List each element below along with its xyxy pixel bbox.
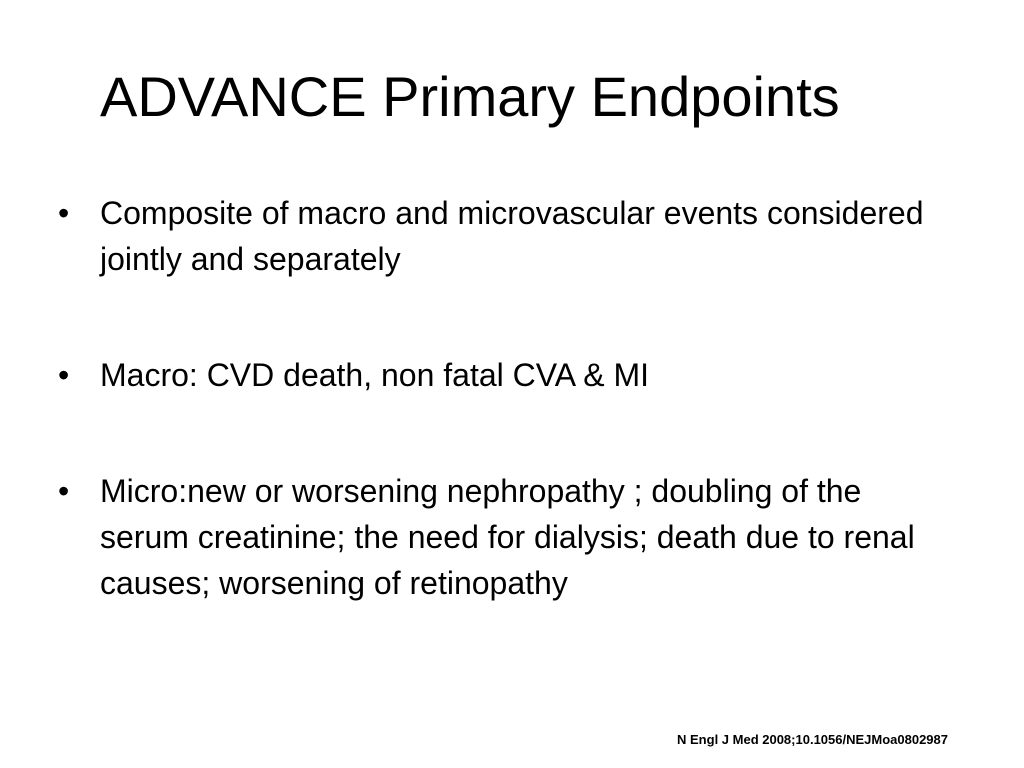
citation: N Engl J Med 2008;10.1056/NEJMoa0802987 — [677, 732, 948, 747]
bullet-dot-icon: • — [58, 357, 70, 393]
bullet-item-composite — [58, 190, 958, 282]
bullet-item-micro — [58, 468, 958, 606]
bullet-text: Composite of macro and microvascular events considered jointly and separately — [100, 195, 924, 277]
slide-title: ADVANCE Primary Endpoints — [100, 65, 840, 128]
bullet-dot-icon: • — [58, 473, 70, 509]
bullet-text: Macro: CVD death, non fatal CVA & MI — [100, 357, 649, 393]
bullet-item-macro — [58, 352, 958, 398]
bullet-list — [58, 190, 958, 606]
bullet-text: Micro:new or worsening nephropathy ; doubling of the serum creatinine; the need for dialysis; death due to renal causes; worsening of retinopathy — [100, 473, 915, 601]
bullet-dot-icon: • — [58, 195, 70, 231]
